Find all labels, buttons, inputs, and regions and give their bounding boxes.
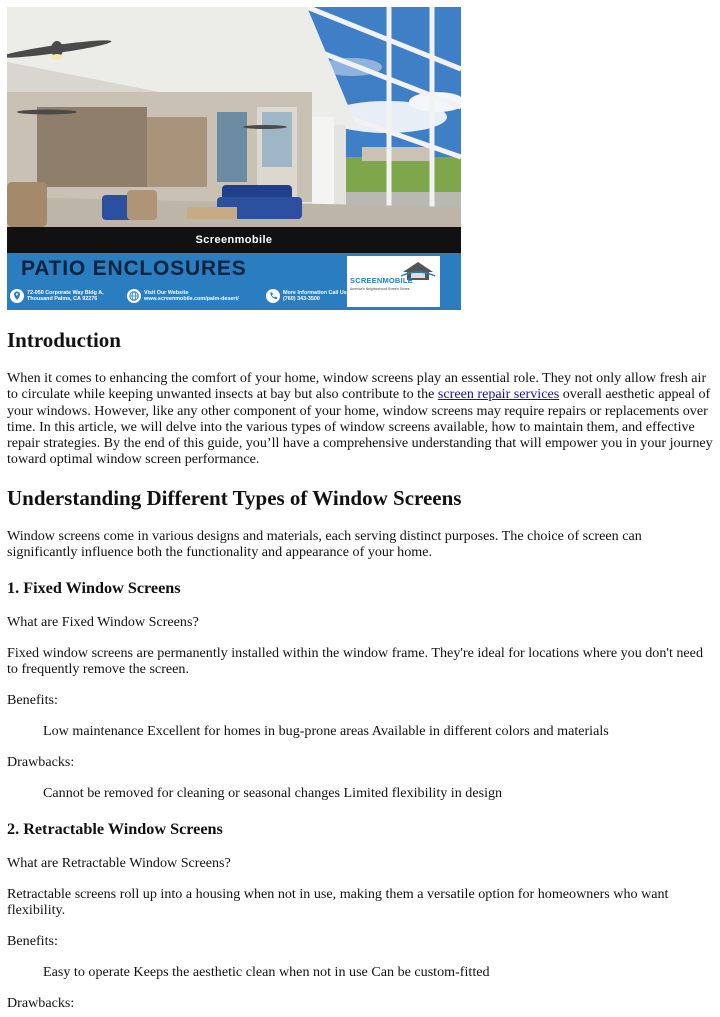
- fixed-drawbacks-list: Cannot be removed for cleaning or seasonal changes Limited flexibility in design: [43, 785, 503, 801]
- heading-introduction: Introduction: [7, 328, 121, 352]
- address-line2: Thousand Palms, CA 92276: [27, 296, 98, 302]
- location-pin-icon: [10, 289, 24, 303]
- address-block: [10, 285, 104, 307]
- fixed-drawbacks-label: Drawbacks:: [7, 754, 75, 770]
- retractable-question: What are Retractable Window Screens?: [7, 855, 231, 871]
- retractable-benefits-label: Benefits:: [7, 933, 58, 949]
- logo-text: SCREENMOBILE: [350, 276, 413, 285]
- retractable-description: Retractable screens roll up into a housing when not in use, making them a versatile option for homeowners who want flexibility.: [7, 886, 669, 919]
- fixed-description: Fixed window screens are permanently installed within the window frame. They're ideal for locations where you don't need to frequently remove the screen.: [7, 645, 703, 678]
- logo-tagline: America's Neighborhood Screen Stores: [350, 287, 410, 291]
- fixed-benefits-list: Low maintenance Excellent for homes in bug-prone areas Available in different colors and materials: [43, 723, 609, 739]
- intro-text-after-link: overall aesthetic appeal of your windows. However, like any other component of your home, window screens may require repairs or replacements over time. In this article, we will delve into the various types of window screens available, how to maintain them, and effective repair strategies. By the end of this guide, you’ll have a comprehensive understanding that will empower you in your journey toward optimal window screen performance.: [7, 386, 713, 468]
- heading-retractable-screens: 2. Retractable Window Screens: [7, 820, 223, 838]
- screen-repair-services-link[interactable]: screen repair services: [437, 386, 560, 403]
- intro-paragraph: [7, 370, 713, 468]
- phone-block: [266, 285, 347, 307]
- website-label: Visit Our Website: [144, 289, 189, 296]
- phone-number: (760) 343-3500: [283, 296, 320, 302]
- brand-strip: Screenmobile: [7, 227, 461, 253]
- intro-text-before-link: When it comes to enhancing the comfort of your home, window screens play an essential role. They not only allow fresh air to circulate while keeping unwanted insects at bay but also contribute to the: [7, 370, 707, 403]
- retractable-benefits-list: Easy to operate Keeps the aesthetic clean when not in use Can be custom-fitted: [43, 964, 490, 980]
- heading-fixed-screens: 1. Fixed Window Screens: [7, 579, 181, 597]
- website-block: [127, 285, 239, 307]
- phone-icon: [266, 289, 280, 303]
- hero-banner-image: [7, 7, 461, 310]
- retractable-drawbacks-label: Drawbacks:: [7, 995, 75, 1011]
- patio-photo: [7, 7, 461, 227]
- phone-label: More Information Call Us: [283, 289, 347, 296]
- heading-types: Understanding Different Types of Window Screens: [7, 486, 462, 510]
- fixed-question: What are Fixed Window Screens?: [7, 614, 199, 630]
- fixed-benefits-label: Benefits:: [7, 692, 58, 708]
- globe-icon: [127, 289, 141, 303]
- banner-panel: [7, 253, 461, 310]
- types-paragraph: Window screens come in various designs and materials, each serving distinct purposes. The choice of screen can significantly influence both the functionality and appearance of your home.: [7, 528, 642, 561]
- screenmobile-logo: [347, 256, 440, 307]
- address-line1: 72-050 Corporate Way Bldg A,: [27, 289, 104, 296]
- banner-title: PATIO ENCLOSURES: [21, 257, 247, 280]
- website-url: www.screenmobile.com/palm-desert/: [144, 296, 239, 302]
